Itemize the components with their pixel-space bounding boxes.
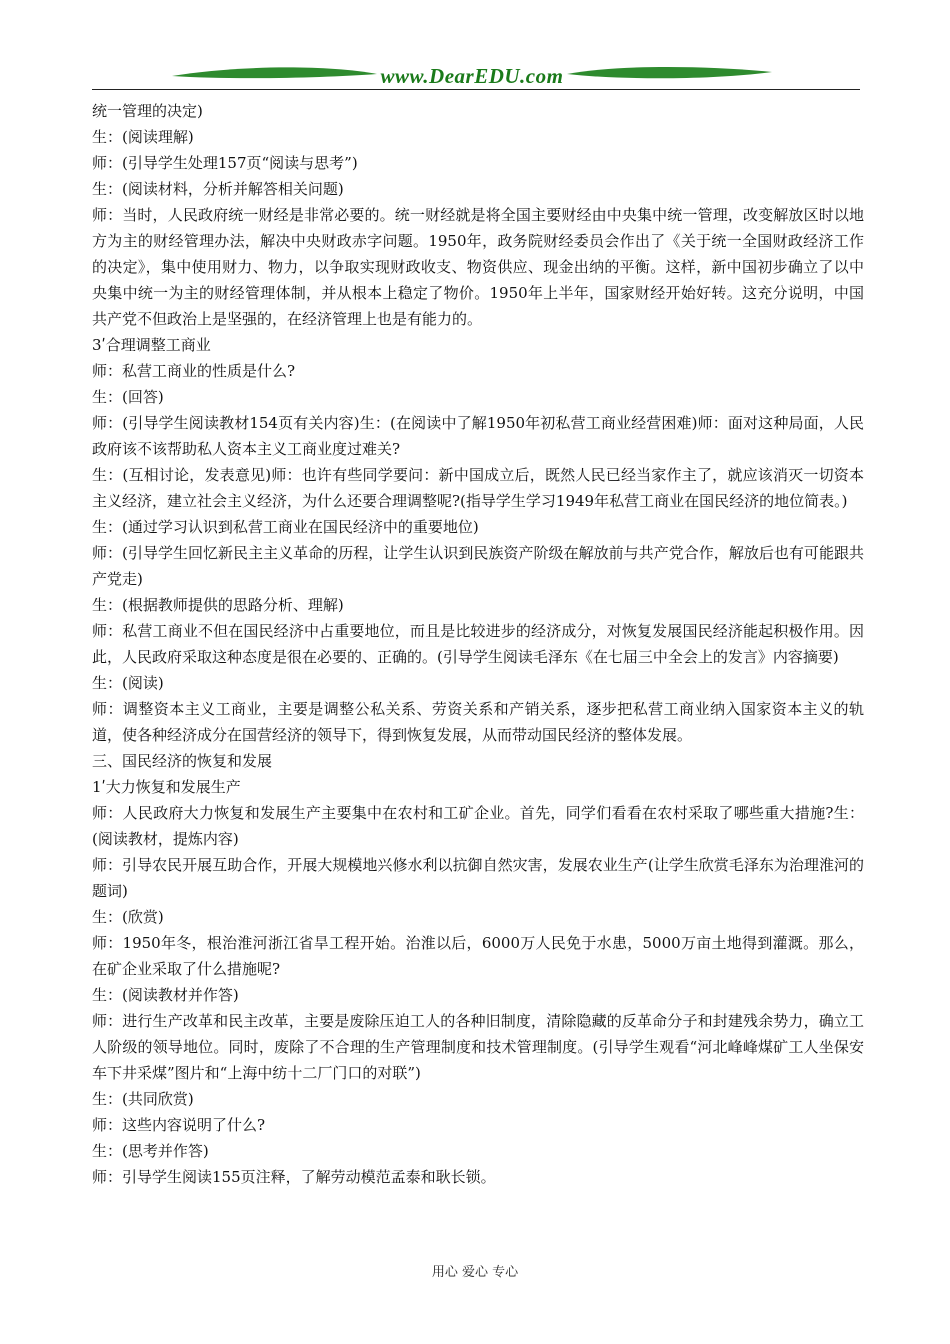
paragraph: 生：(回答) — [92, 388, 164, 406]
header-divider — [92, 89, 860, 90]
page-footer: 用心 爱心 专心 — [431, 1265, 519, 1280]
paragraph: 师：调整资本主义工商业，主要是调整公私关系、劳资关系和产销关系，逐步把私营工商业纳入国家资本主义的轨道，使各种经济成分在国营经济的领导下，得到恢复发展，从而带动国民经济的整体发展。 — [92, 700, 864, 744]
paragraph: 师：私营工商业不但在国民经济中占重要地位，而且是比较进步的经济成分，对恢复发展国民经济能起积极作用。因此，人民政府采取这种态度是很在必要的、正确的。(引导学生阅读毛泽东《在七届三中全会上的发言》内容摘要) — [92, 622, 864, 666]
paragraph: 师：1950年冬，根治淮河浙江省旱工程开始。治淮以后，6000万人民免于水患，5000万亩土地得到灌溉。那么，在矿企业采取了什么措施呢? — [92, 934, 864, 978]
paragraph: 师：(引导学生处理157页“阅读与思考”) — [92, 154, 358, 172]
paragraph: 3ʹ合理调整工商业 — [92, 336, 211, 354]
paragraph: 生：(互相讨论，发表意见)师：也许有些同学要问：新中国成立后，既然人民已经当家作主了，就应该消灭一切资本主义经济，建立社会主义经济，为什么还要合理调整呢?(指导学生学习1949年私营工商业在国民经济的地位简表。) — [92, 466, 864, 510]
paragraph: 师：引导农民开展互助合作，开展大规模地兴修水利以抗御自然灾害，发展农业生产(让学生欣赏毛泽东为治理淮河的题词) — [92, 856, 864, 900]
paragraph: 师：(引导学生回忆新民主主义革命的历程，让学生认识到民族资产阶级在解放前与共产党合作，解放后也有可能跟共产党走) — [92, 544, 864, 588]
site-logo[interactable] — [172, 62, 772, 88]
page-header — [92, 58, 860, 90]
paragraph: 师：这些内容说明了什么? — [92, 1116, 266, 1134]
paragraph: 生：(阅读材料，分析并解答相关问题) — [92, 180, 344, 198]
paragraph: 师：私营工商业的性质是什么? — [92, 362, 296, 380]
logo-text: www.DearEDU.com — [380, 64, 564, 88]
paragraph: 生：(阅读) — [92, 674, 164, 692]
paragraph: 师：(引导学生阅读教材154页有关内容)生：(在阅读中了解1950年初私营工商业经营困难)师：面对这种局面，人民政府该不该帮助私人资本主义工商业度过难关? — [92, 414, 864, 458]
paragraph: 生：(思考并作答) — [92, 1142, 209, 1160]
paragraph: 生：(欣赏) — [92, 908, 164, 926]
paragraph: 师：人民政府大力恢复和发展生产主要集中在农村和工矿企业。首先，同学们看看在农村采取了哪些重大措施?生：(阅读教材，提炼内容) — [92, 804, 864, 848]
paragraph: 师：引导学生阅读155页注释，了解劳动模范孟泰和耿长锁。 — [92, 1168, 496, 1186]
paragraph: 师：进行生产改革和民主改革，主要是废除压迫工人的各种旧制度，清除隐藏的反革命分子和封建残余势力，确立工人阶级的领导地位。同时，废除了不合理的生产管理制度和技术管理制度。(引导学生观看“河北峰峰煤矿工人坐保安车下井采煤”图片和“上海中纺十二厂门口的对联”) — [92, 1012, 864, 1082]
paragraph: 生：(通过学习认识到私营工商业在国民经济中的重要地位) — [92, 518, 479, 536]
paragraph: 师：当时，人民政府统一财经是非常必要的。统一财经就是将全国主要财经由中央集中统一管理，改变解放区时以地方为主的财经管理办法，解决中央财政赤字问题。1950年，政务院财经委员会作出了《关于统一全国财政经济工作的决定》，集中使用财力、物力，以争取实现财政收支、物资供应、现金出纳的平衡。这样，新中国初步确立了以中央集中统一为主的财经管理体制，并从根本上稳定了物价。1950年上半年，国家财经开始好转。这充分说明，中国共产党不但政治上是坚强的，在经济管理上也是有能力的。 — [92, 206, 864, 328]
paragraph: 生：(根据教师提供的思路分析、理解) — [92, 596, 344, 614]
paragraph: 三、国民经济的恢复和发展 — [92, 752, 273, 770]
document-body — [92, 98, 864, 1190]
paragraph: 生：(阅读理解) — [92, 128, 194, 146]
paragraph: 生：(共同欣赏) — [92, 1090, 194, 1108]
paragraph: 统一管理的决定) — [92, 102, 203, 120]
paragraph: 生：(阅读教材并作答) — [92, 986, 239, 1004]
paragraph: 1ʹ大力恢复和发展生产 — [92, 778, 241, 796]
